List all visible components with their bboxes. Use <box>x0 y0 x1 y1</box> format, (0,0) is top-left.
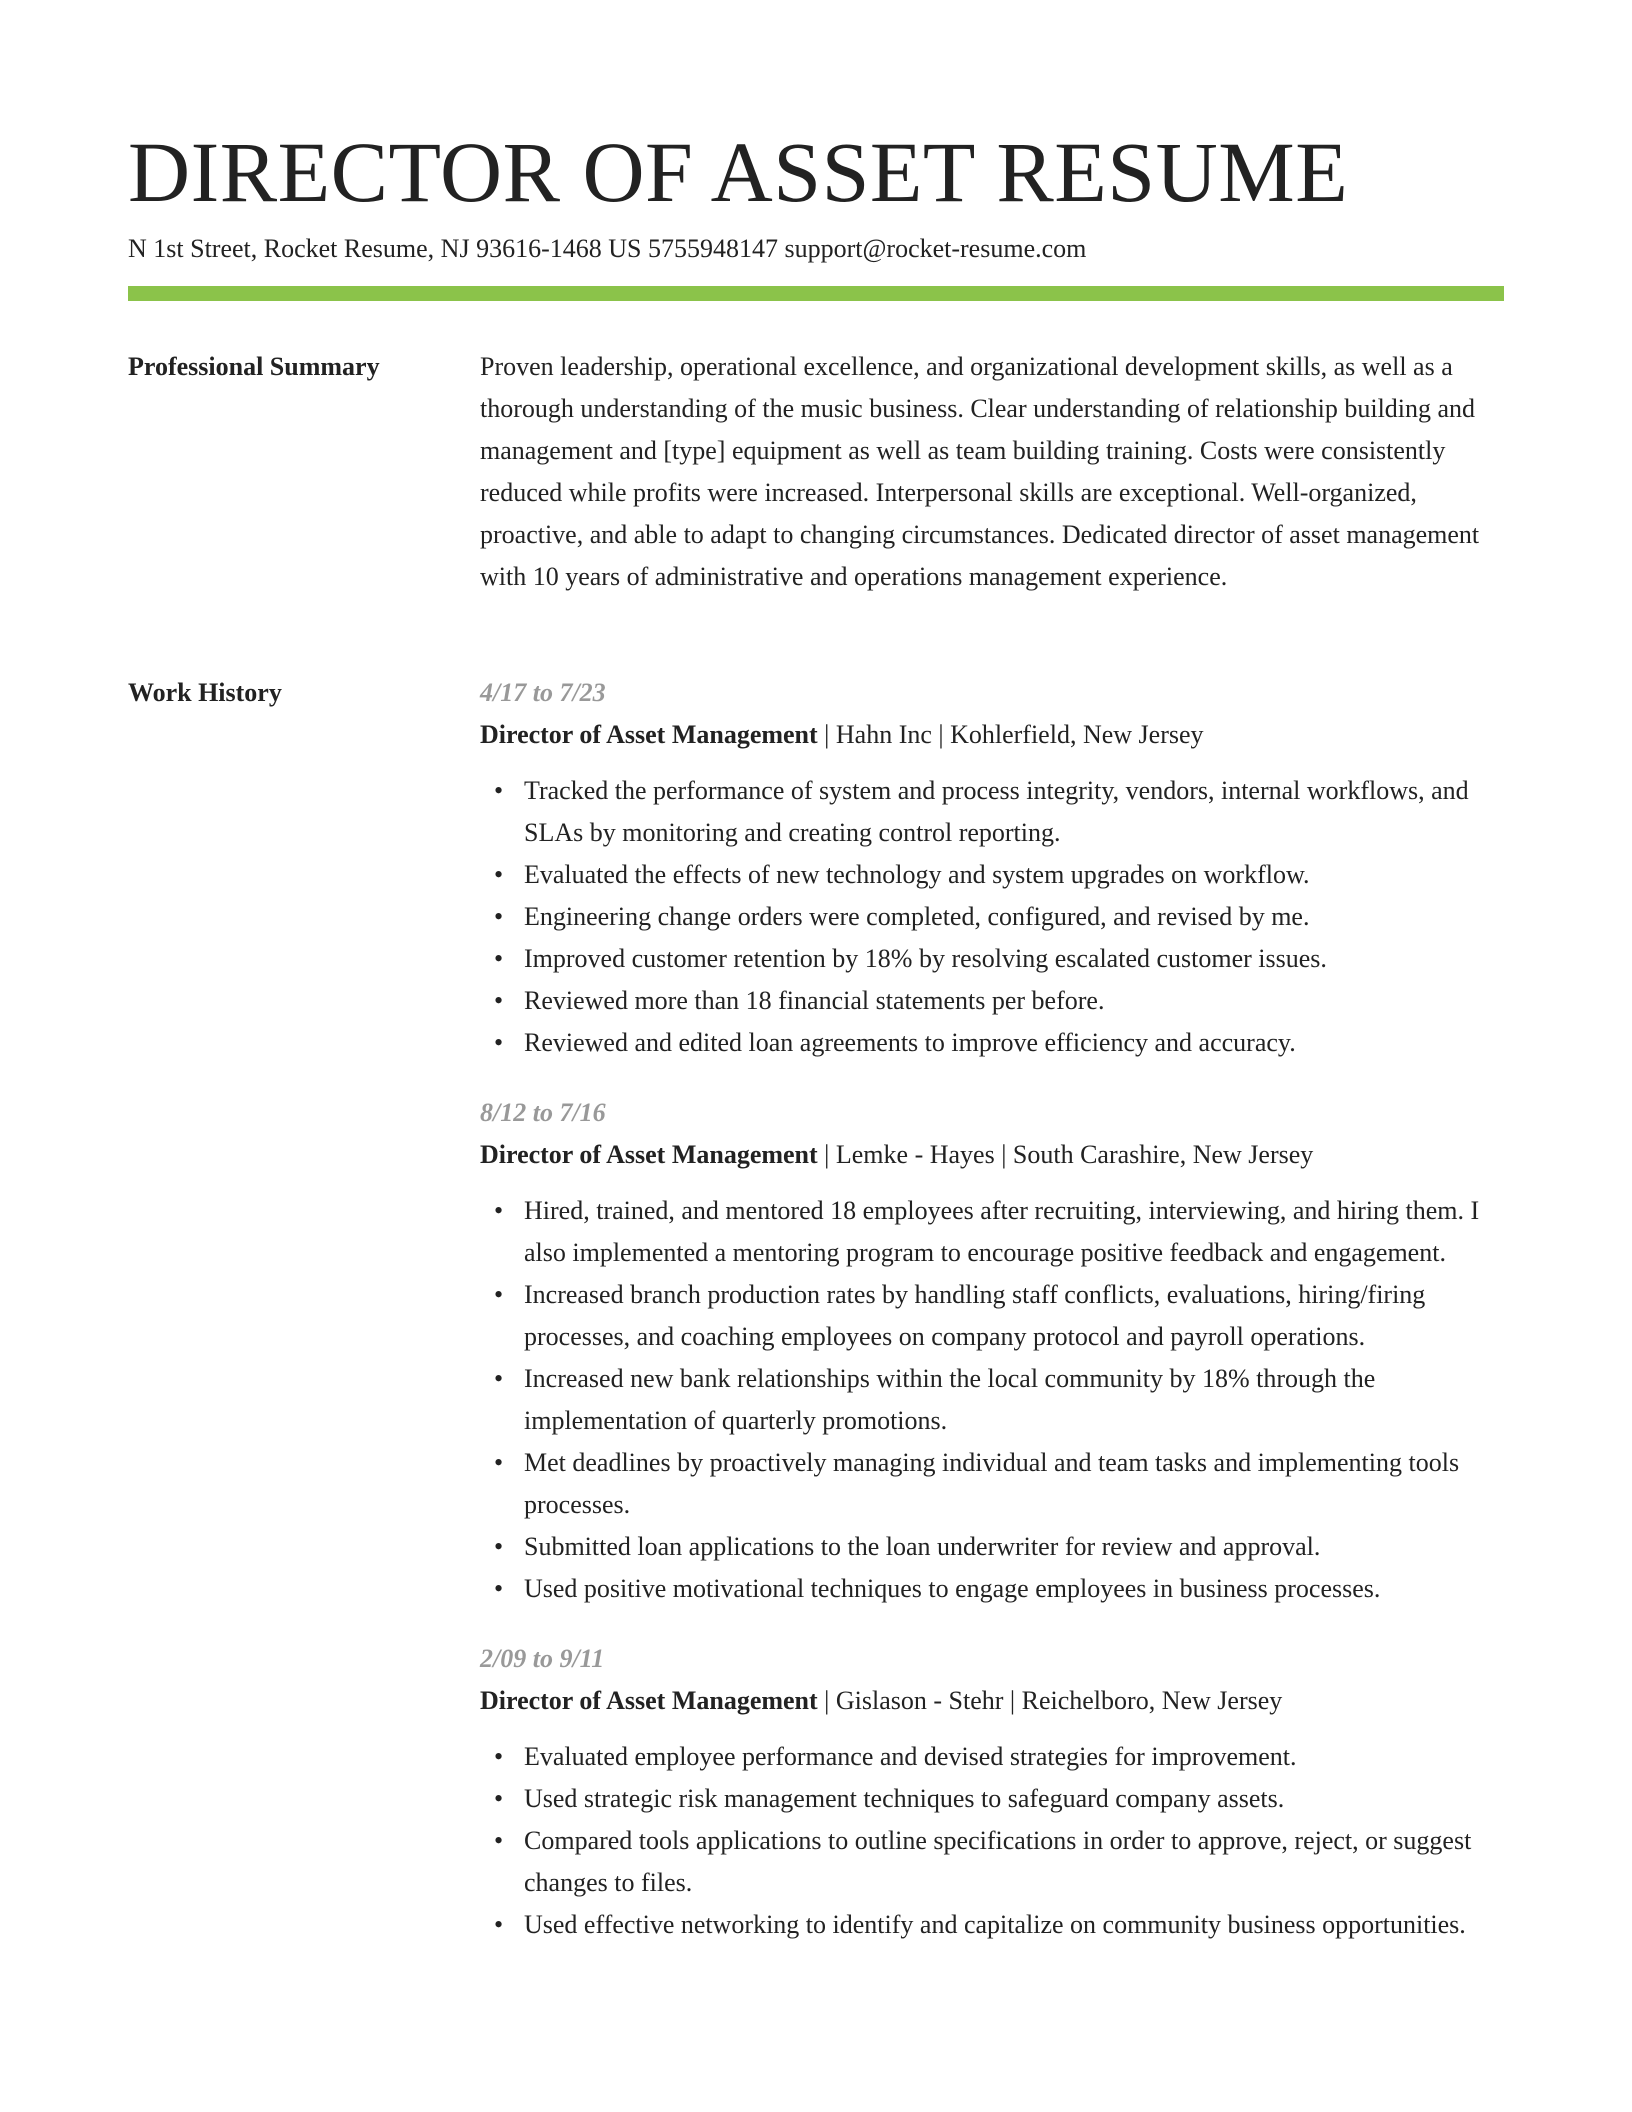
job-heading <box>480 714 1504 756</box>
bullet-icon: • <box>494 1280 504 1309</box>
list-item <box>494 770 1504 854</box>
bullet-text: Engineering change orders were completed, configured, and revised by me. <box>524 902 1310 931</box>
contact-line: N 1st Street, Rocket Resume, NJ 93616-1468 US 5755948147 support@rocket-resume.com <box>128 234 1087 263</box>
bullet-text: Met deadlines by proactively managing individual and team tasks and implementing tools processes. <box>524 1448 1460 1519</box>
bullet-icon: • <box>494 1574 504 1603</box>
bullet-text: Improved customer retention by 18% by resolving escalated customer issues. <box>524 944 1327 973</box>
list-item <box>494 980 1504 1022</box>
bullet-text: Evaluated the effects of new technology and system upgrades on workflow. <box>524 860 1310 889</box>
bullet-text: Increased new bank relationships within the local community by 18% through the implementation of quarterly promotions. <box>524 1364 1376 1435</box>
bullet-icon: • <box>494 1196 504 1225</box>
bullet-icon: • <box>494 1364 504 1393</box>
bullet-icon: • <box>494 1028 504 1057</box>
job-bullets <box>480 770 1504 1064</box>
list-item <box>494 938 1504 980</box>
job-bullets <box>480 1736 1504 1946</box>
bullet-text: Evaluated employee performance and devised strategies for improvement. <box>524 1742 1297 1771</box>
bullet-icon: • <box>494 944 504 973</box>
job-entry <box>480 1092 1504 1610</box>
bullet-text: Hired, trained, and mentored 18 employees after recruiting, interviewing, and hiring them. I also implemented a mentoring program to encourage positive feedback and engagement. <box>524 1196 1480 1267</box>
summary-body <box>480 346 1504 598</box>
job-details: | Hahn Inc | Kohlerfield, New Jersey <box>817 720 1204 749</box>
list-item <box>494 1904 1504 1946</box>
list-item <box>494 854 1504 896</box>
list-item <box>494 1526 1504 1568</box>
job-bullets <box>480 1190 1504 1610</box>
job-title: Director of Asset Management <box>480 1686 818 1715</box>
summary-label: Professional Summary <box>128 352 380 381</box>
bullet-icon: • <box>494 1742 504 1771</box>
job-dates: 2/09 to 9/11 <box>480 1644 605 1673</box>
bullet-icon: • <box>494 1448 504 1477</box>
list-item <box>494 1568 1504 1610</box>
bullet-icon: • <box>494 1784 504 1813</box>
bullet-text: Compared tools applications to outline specifications in order to approve, reject, or suggest changes to files. <box>524 1826 1472 1897</box>
list-item <box>494 1274 1504 1358</box>
job-details: | Lemke - Hayes | South Carashire, New Jersey <box>817 1140 1314 1169</box>
job-dates: 4/17 to 7/23 <box>480 678 606 707</box>
work-history-label: Work History <box>128 678 282 707</box>
job-title: Director of Asset Management <box>480 720 818 749</box>
bullet-icon: • <box>494 1910 504 1939</box>
bullet-text: Used strategic risk management techniques to safeguard company assets. <box>524 1784 1285 1813</box>
bullet-text: Submitted loan applications to the loan underwriter for review and approval. <box>524 1532 1321 1561</box>
accent-divider <box>128 286 1504 301</box>
bullet-text: Reviewed more than 18 financial statements per before. <box>524 986 1105 1015</box>
bullet-text: Used effective networking to identify and capitalize on community business opportunities. <box>524 1910 1466 1939</box>
bullet-text: Tracked the performance of system and process integrity, vendors, internal workflows, and SLAs by monitoring and creating control reporting. <box>524 776 1469 847</box>
list-item <box>494 1190 1504 1274</box>
resume-title: DIRECTOR OF ASSET RESUME <box>128 124 1349 220</box>
job-title: Director of Asset Management <box>480 1140 818 1169</box>
list-item <box>494 1736 1504 1778</box>
job-heading <box>480 1134 1504 1176</box>
bullet-icon: • <box>494 860 504 889</box>
list-item <box>494 1358 1504 1442</box>
bullet-icon: • <box>494 1826 504 1855</box>
bullet-icon: • <box>494 986 504 1015</box>
bullet-icon: • <box>494 776 504 805</box>
summary-text: Proven leadership, operational excellence, and organizational development skills, as well as a thorough understanding of the music business. Clear understanding of relationship building and management and [type] equipment as well as team building training. Costs were consistently reduced while profits were increased. Interpersonal skills are exceptional. Well-organized, proactive, and able to adapt to changing circumstances. Dedicated director of asset management with 10 years of administrative and operations management experience. <box>480 352 1480 591</box>
list-item <box>494 896 1504 938</box>
job-dates: 8/12 to 7/16 <box>480 1098 606 1127</box>
bullet-text: Reviewed and edited loan agreements to improve efficiency and accuracy. <box>524 1028 1296 1057</box>
job-entry <box>480 1638 1504 1946</box>
list-item <box>494 1022 1504 1064</box>
bullet-text: Used positive motivational techniques to engage employees in business processes. <box>524 1574 1381 1603</box>
job-details: | Gislason - Stehr | Reichelboro, New Jersey <box>817 1686 1283 1715</box>
work-history-body <box>480 672 1504 1974</box>
job-entry <box>480 672 1504 1064</box>
bullet-icon: • <box>494 902 504 931</box>
bullet-icon: • <box>494 1532 504 1561</box>
job-heading <box>480 1680 1504 1722</box>
list-item <box>494 1778 1504 1820</box>
bullet-text: Increased branch production rates by handling staff conflicts, evaluations, hiring/firing processes, and coaching employees on company protocol and payroll operations. <box>524 1280 1426 1351</box>
list-item <box>494 1442 1504 1526</box>
list-item <box>494 1820 1504 1904</box>
